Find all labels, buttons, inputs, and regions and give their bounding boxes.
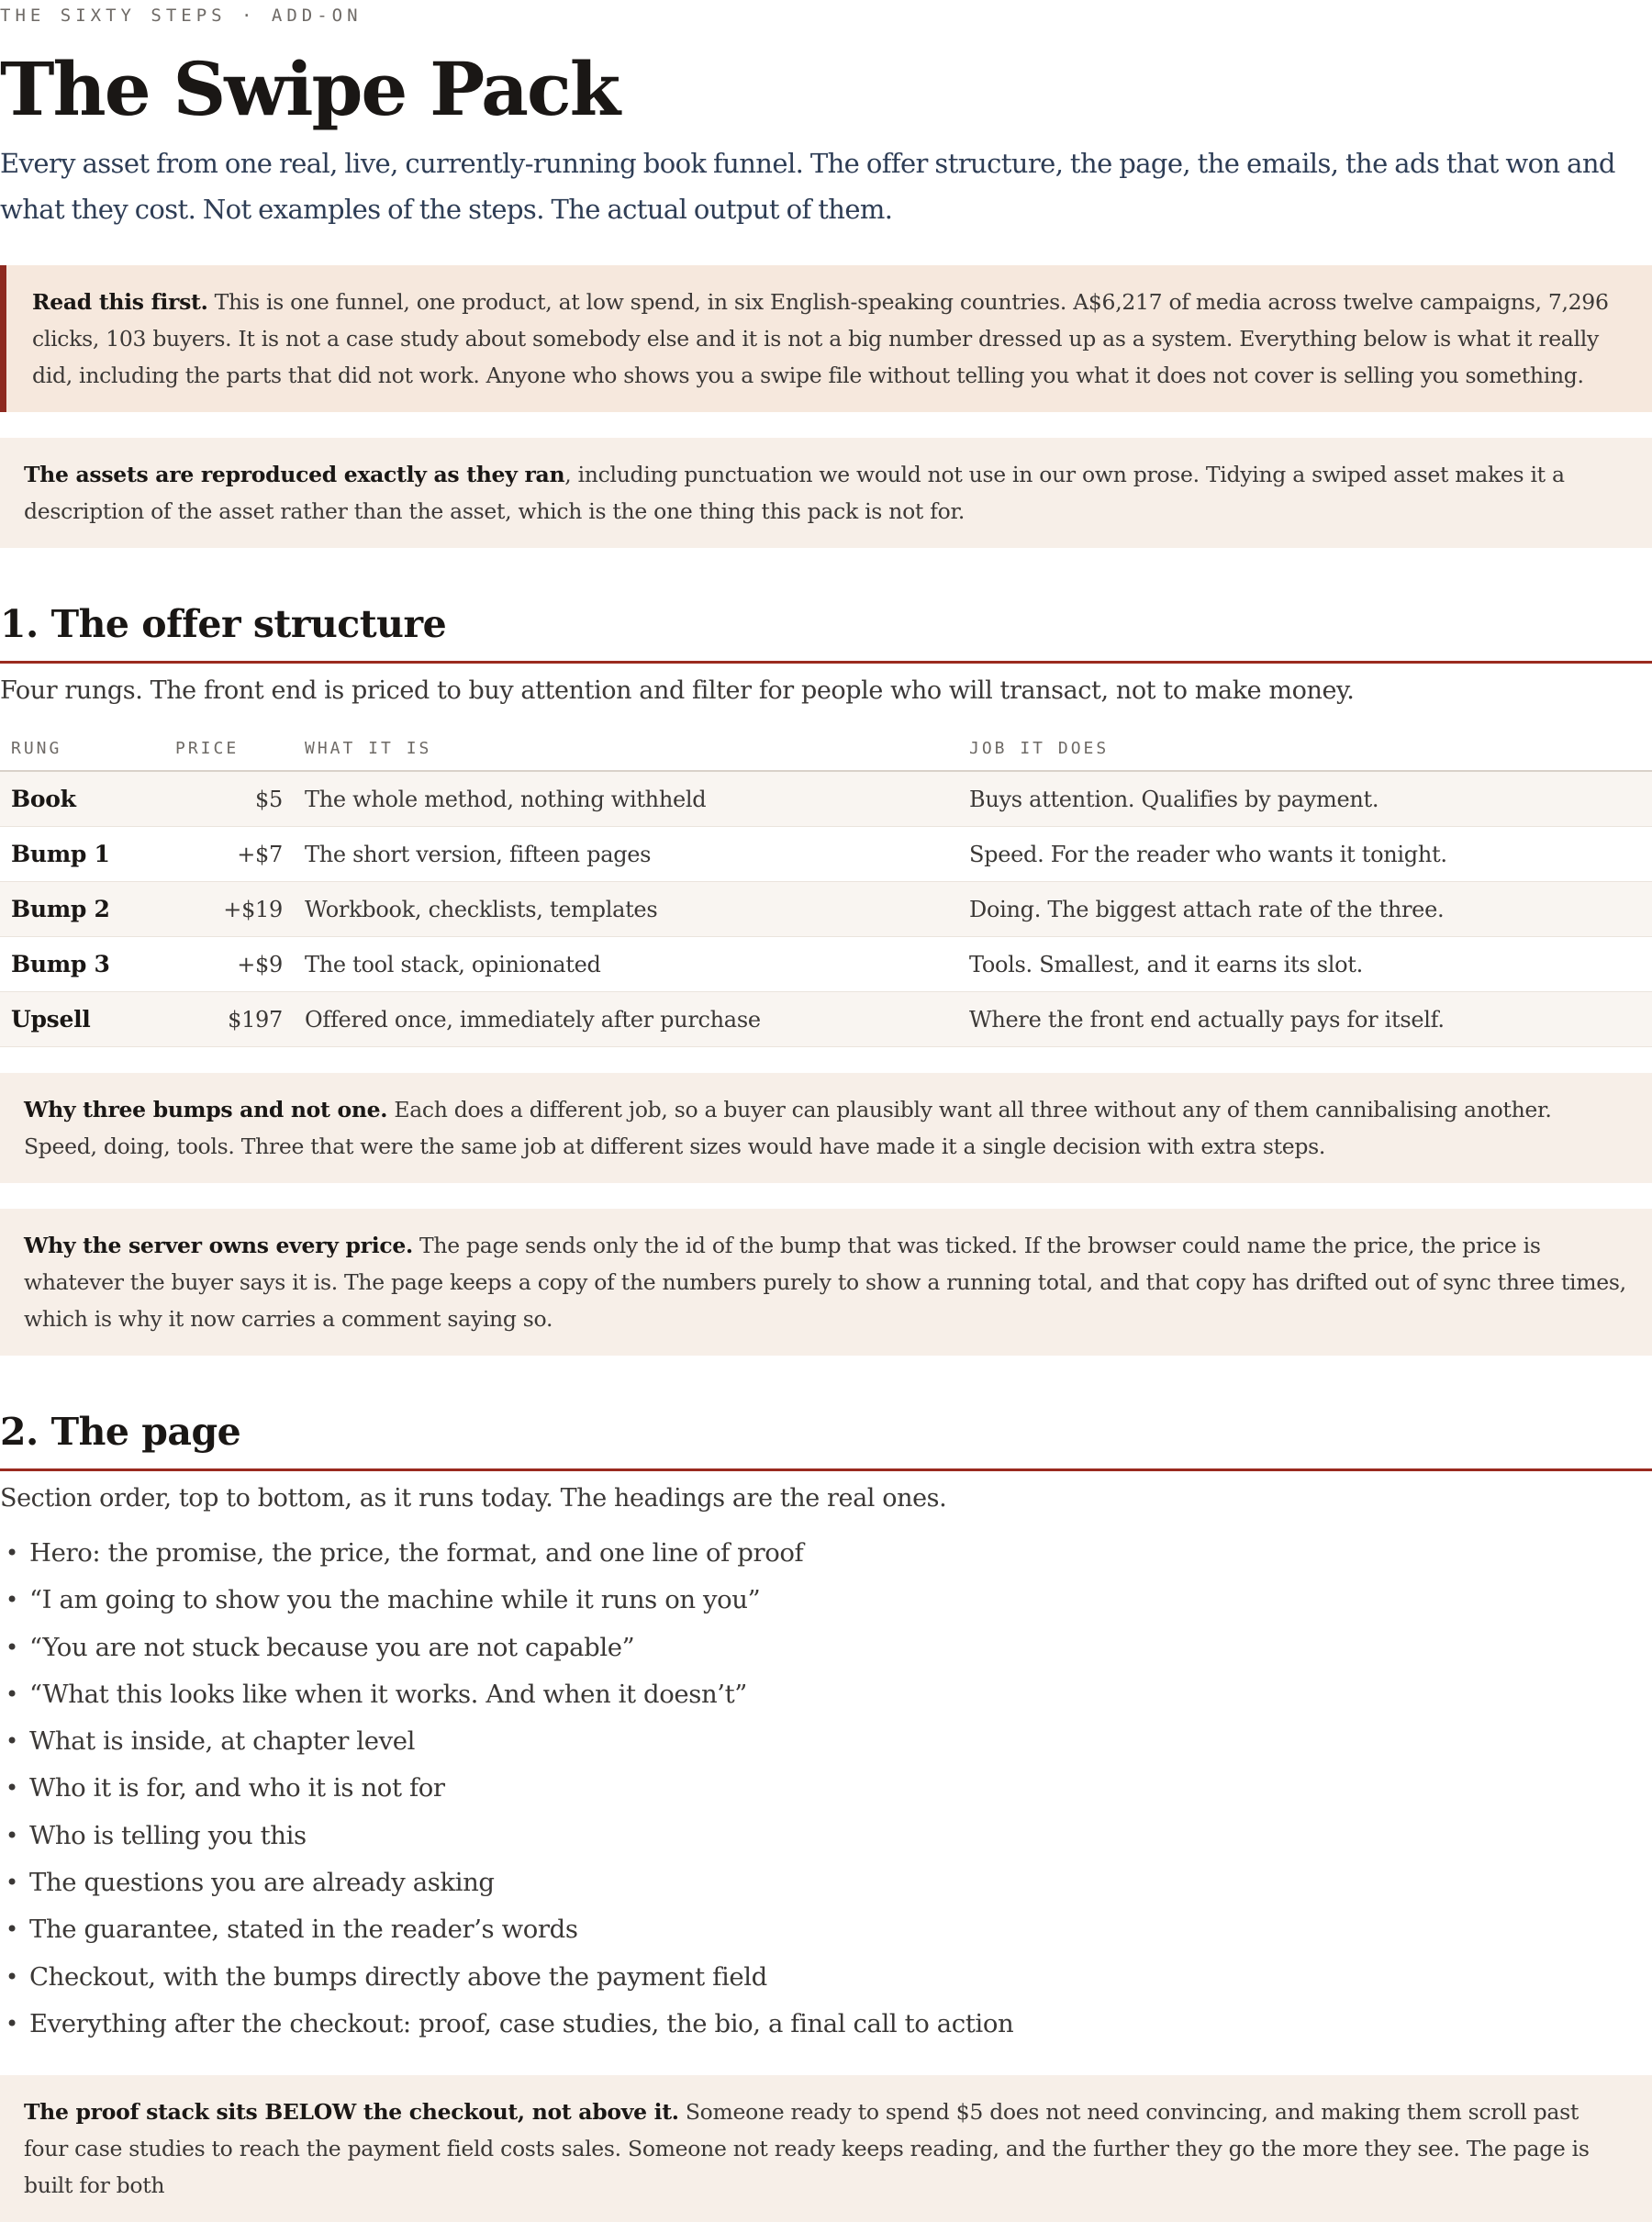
reproduced-callout [0,438,1652,548]
callout-lead: Why three bumps and not one. [24,1097,388,1122]
callout-body: , including punctuation we would not use in our own prose. Tidying a swiped asset makes it a description of the asset rather than the asset, which is the one thing this pack is not for. [24,462,1565,524]
price-cell: +$19 [166,882,294,937]
job-cell: Where the front end actually pays for itself. [958,992,1652,1047]
table-row [0,992,1652,1047]
what-cell: The short version, fifteen pages [294,827,958,882]
offer-table [0,726,1652,1047]
price-cell: +$9 [166,937,294,992]
callout-body: This is one funnel, one product, at low spend, in six English-speaking countries. A$6,217 of media across twelve campaigns, 7,296 clicks, 103 buyers. It is not a case study about somebody else and it is not a big number dressed up as a system. Everything below is what it really did, including the parts that did not work. Anyone who shows you a swipe file without telling you what it does not cover is selling you something. [32,289,1609,388]
job-cell: Speed. For the reader who wants it tonight. [958,827,1652,882]
section-lede: Four rungs. The front end is priced to buy attention and filter for people who will transact, not to make money. [0,676,1355,705]
page-section-list [0,1530,1652,2048]
read-first-callout [0,265,1652,412]
server-price-callout [0,1209,1652,1356]
column-header: WHAT IT IS [294,726,958,771]
callout-body: The page sends only the id of the bump that was ticked. If the browser could name the price, the price is whatever the buyer says it is. The page keeps a copy of the numbers purely to show a running total, and that copy has drifted out of sync three times, which is why it now carries a comment saying so. [24,1233,1626,1332]
callout-body: Someone ready to spend $5 does not need convincing, and making them scroll past four case studies to reach the payment field costs sales. Someone not ready keeps reading, and the further they go the more they see. The page is built for both [24,2099,1590,2199]
eyebrow: THE SIXTY STEPS · ADD-ON [0,6,363,26]
callout-lead: Read this first. [32,289,208,315]
list-item: • “I am going to show you the machine while it runs on you” [6,1585,761,1615]
list-item: • Hero: the promise, the price, the format, and one line of proof [6,1538,804,1568]
what-cell: The tool stack, opinionated [294,937,958,992]
list-item: • Everything after the checkout: proof, case studies, the bio, a final call to action [6,2008,1014,2038]
page-title: The Swipe Pack [0,46,620,132]
list-item: • Checkout, with the bumps directly above the payment field [6,1961,767,1992]
intro-paragraph: Every asset from one real, live, currently-running book funnel. The offer structure, the page, the emails, the ads that won and what they cost. Not examples of the steps. The actual output of them. [0,148,1615,225]
table-row [0,771,1652,827]
list-item: • The guarantee, stated in the reader’s words [6,1915,578,1945]
list-item: • What is inside, at chapter level [6,1726,415,1757]
three-bumps-callout [0,1073,1652,1183]
section-heading-page: 2. The page [0,1406,1652,1471]
list-item: • Who it is for, and who it is not for [6,1773,445,1803]
callout-lead: The proof stack sits BELOW the checkout, not above it. [24,2099,679,2126]
what-cell: Offered once, immediately after purchase [294,992,958,1047]
job-cell: Tools. Smallest, and it earns its slot. [958,937,1652,992]
column-header: PRICE [166,726,294,771]
table-row [0,882,1652,937]
what-cell: Workbook, checklists, templates [294,882,958,937]
list-item: • Who is telling you this [6,1820,307,1850]
section-lede: Section order, top to bottom, as it runs today. The headings are the real ones. [0,1484,947,1513]
rung-cell: Book [0,771,166,827]
callout-lead: Why the server owns every price. [24,1233,413,1258]
list-item: • “You are not stuck because you are not capable” [6,1632,635,1662]
rung-cell: Bump 1 [0,827,166,882]
table-row [0,827,1652,882]
proof-stack-callout [0,2075,1652,2222]
callout-lead: The assets are reproduced exactly as they ran [24,462,565,487]
list-item: • “What this looks like when it works. And when it doesn’t” [6,1679,747,1709]
list-item: • The questions you are already asking [6,1868,495,1898]
column-header: JOB IT DOES [958,726,1652,771]
job-cell: Buys attention. Qualifies by payment. [958,771,1652,827]
rung-cell: Bump 2 [0,882,166,937]
section-heading-offer: 1. The offer structure [0,598,1652,664]
table-row [0,937,1652,992]
rung-cell: Upsell [0,992,166,1047]
callout-body: Each does a different job, so a buyer can plausibly want all three without any of them cannibalising another. Speed, doing, tools. Three that were the same job at different sizes would have made it a single decision with extra steps. [24,1097,1552,1159]
price-cell: +$7 [166,827,294,882]
column-header: RUNG [0,726,166,771]
price-cell: $5 [166,771,294,827]
price-cell: $197 [166,992,294,1047]
table-header-row [0,726,1652,771]
rung-cell: Bump 3 [0,937,166,992]
what-cell: The whole method, nothing withheld [294,771,958,827]
job-cell: Doing. The biggest attach rate of the three. [958,882,1652,937]
